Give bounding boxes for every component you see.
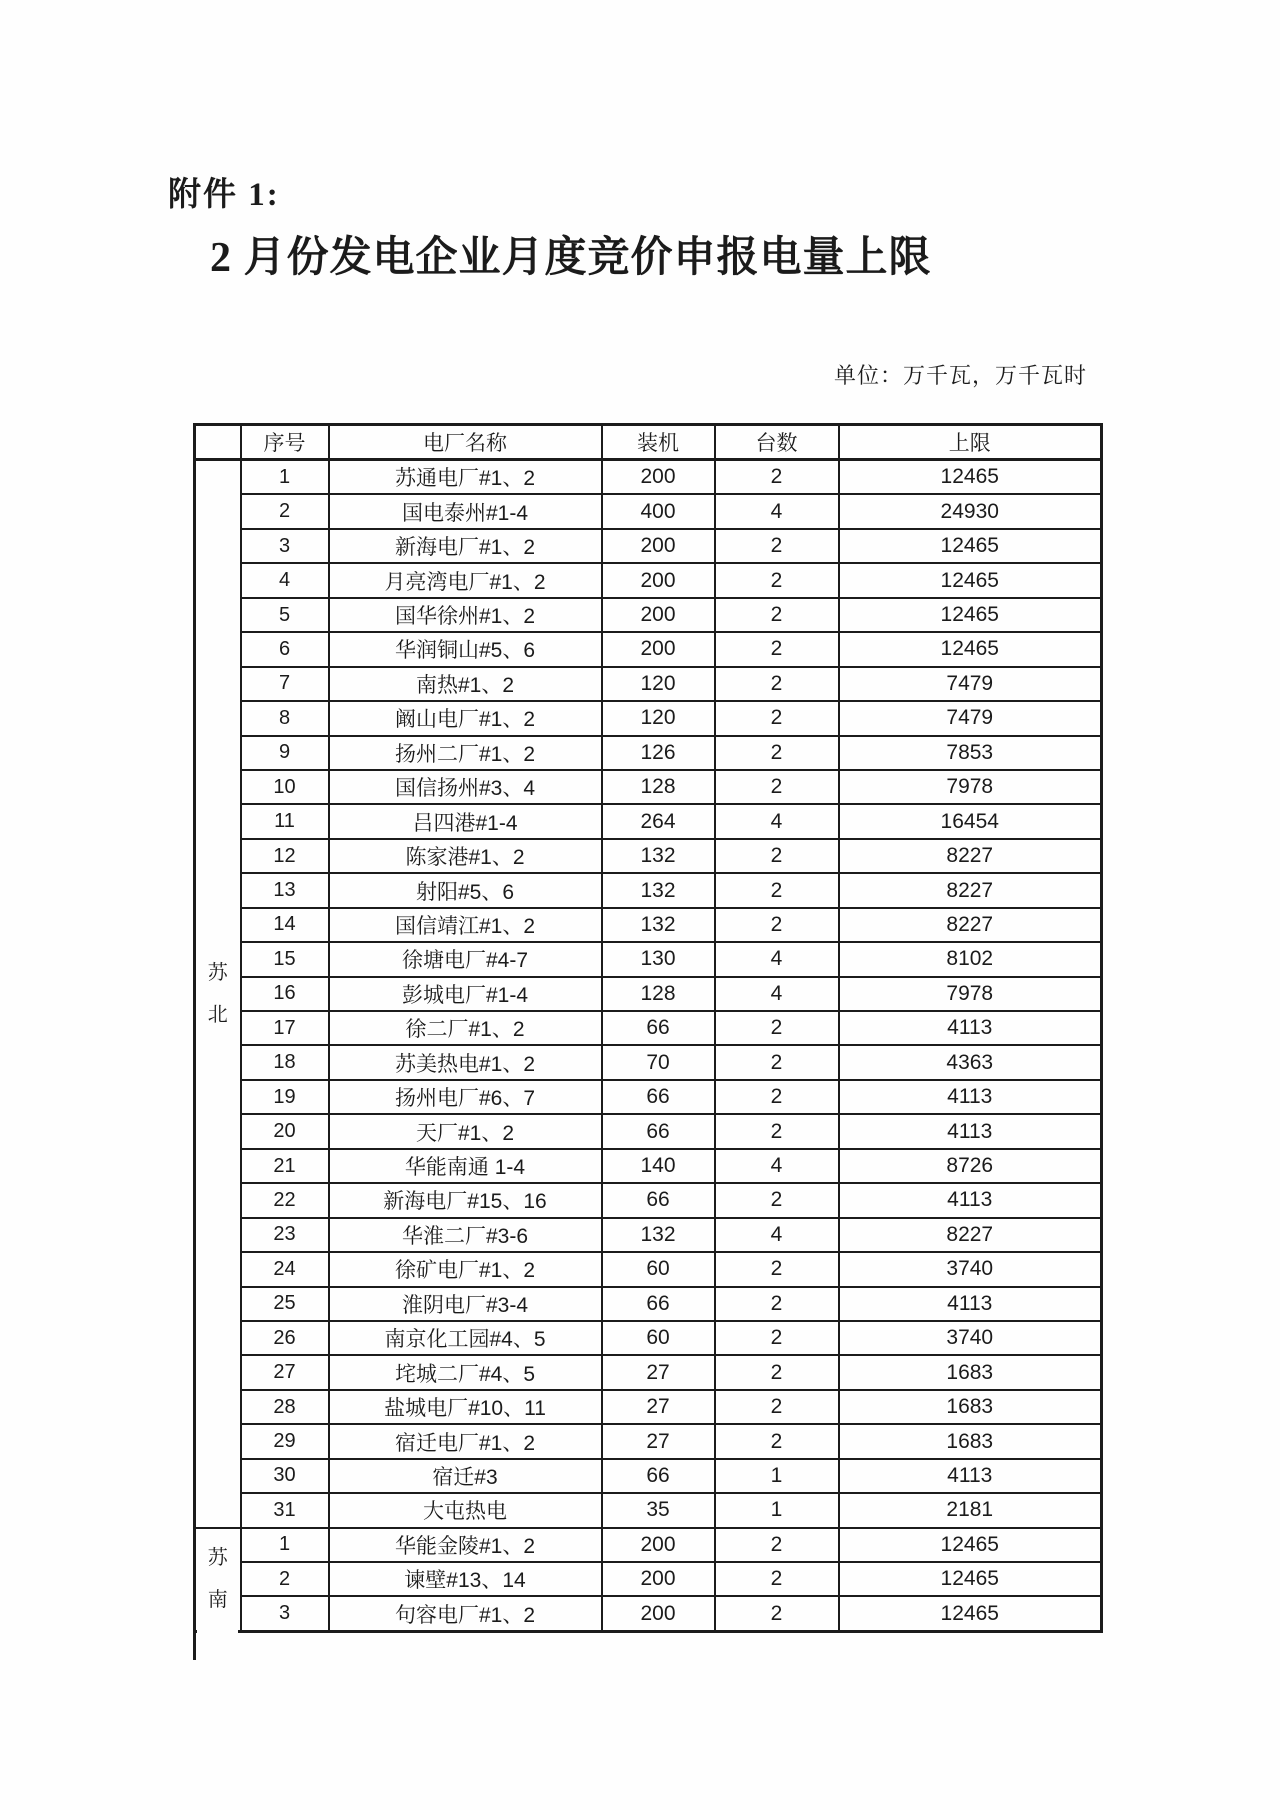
limit-cell: 16454 xyxy=(839,804,1102,838)
table-row xyxy=(195,1011,1102,1045)
table-row xyxy=(195,1149,1102,1183)
table-row xyxy=(195,1528,1102,1562)
table-row xyxy=(195,1080,1102,1114)
unit-count-cell: 2 xyxy=(715,873,839,907)
unit-count-cell: 2 xyxy=(715,1045,839,1079)
capacity-cell: 200 xyxy=(602,1596,715,1631)
table-row xyxy=(195,460,1102,495)
limit-cell: 24930 xyxy=(839,494,1102,528)
capacity-cell: 126 xyxy=(602,736,715,770)
unit-count-cell: 4 xyxy=(715,977,839,1011)
plant-name-cell: 大屯热电 xyxy=(329,1493,602,1527)
row-index-cell: 5 xyxy=(241,598,329,632)
plant-name-cell: 宿迁#3 xyxy=(329,1459,602,1493)
table-row xyxy=(195,873,1102,907)
attachment-label: 附件 1: xyxy=(168,177,280,213)
table-row xyxy=(195,804,1102,838)
plant-name-cell: 南热#1、2 xyxy=(329,667,602,701)
region-cell xyxy=(195,1528,241,1632)
capacity-cell: 132 xyxy=(602,1218,715,1252)
unit-count-cell: 2 xyxy=(715,1011,839,1045)
table-row xyxy=(195,529,1102,563)
unit-count-cell: 2 xyxy=(715,1355,839,1389)
limit-cell: 8102 xyxy=(839,942,1102,976)
limit-cell: 4113 xyxy=(839,1114,1102,1148)
table-row xyxy=(195,1045,1102,1079)
row-index-cell: 31 xyxy=(241,1493,329,1527)
unit-count-cell: 4 xyxy=(715,804,839,838)
unit-count-cell: 2 xyxy=(715,1287,839,1321)
unit-count-cell: 2 xyxy=(715,1596,839,1631)
capacity-cell: 200 xyxy=(602,563,715,597)
limit-cell: 7978 xyxy=(839,977,1102,1011)
plant-name-cell: 徐矿电厂#1、2 xyxy=(329,1252,602,1286)
plant-name-cell: 吕四港#1-4 xyxy=(329,804,602,838)
plant-name-cell: 国电泰州#1-4 xyxy=(329,494,602,528)
region-label: 苏南 xyxy=(207,1547,228,1612)
limit-cell: 4113 xyxy=(839,1080,1102,1114)
plant-name-cell: 句容电厂#1、2 xyxy=(329,1596,602,1631)
limit-cell: 12465 xyxy=(839,460,1102,495)
row-index-cell: 3 xyxy=(241,1596,329,1631)
unit-count-cell: 2 xyxy=(715,1321,839,1355)
table-row xyxy=(195,632,1102,666)
row-index-cell: 2 xyxy=(241,494,329,528)
capacity-cell: 27 xyxy=(602,1424,715,1458)
limit-cell: 4113 xyxy=(839,1287,1102,1321)
row-index-cell: 1 xyxy=(241,460,329,495)
table-row xyxy=(195,1596,1102,1631)
row-index-cell: 10 xyxy=(241,770,329,804)
plant-name-cell: 苏美热电#1、2 xyxy=(329,1045,602,1079)
row-index-cell: 28 xyxy=(241,1390,329,1424)
limit-cell: 7479 xyxy=(839,667,1102,701)
header-region-cell xyxy=(195,425,241,460)
unit-count-cell: 2 xyxy=(715,908,839,942)
capacity-cell: 200 xyxy=(602,460,715,495)
plant-name-cell: 阚山电厂#1、2 xyxy=(329,701,602,735)
row-index-cell: 3 xyxy=(241,529,329,563)
plant-name-cell: 国信扬州#3、4 xyxy=(329,770,602,804)
header-installed-capacity: 装机 xyxy=(602,425,715,460)
row-index-cell: 2 xyxy=(241,1562,329,1596)
plant-name-cell: 盐城电厂#10、11 xyxy=(329,1390,602,1424)
unit-count-cell: 4 xyxy=(715,1149,839,1183)
limit-cell: 12465 xyxy=(839,632,1102,666)
capacity-cell: 120 xyxy=(602,667,715,701)
table-row xyxy=(195,701,1102,735)
plant-name-cell: 射阳#5、6 xyxy=(329,873,602,907)
capacity-cell: 200 xyxy=(602,598,715,632)
table-row xyxy=(195,1321,1102,1355)
plant-name-cell: 垞城二厂#4、5 xyxy=(329,1355,602,1389)
row-index-cell: 21 xyxy=(241,1149,329,1183)
row-index-cell: 25 xyxy=(241,1287,329,1321)
limit-cell: 1683 xyxy=(839,1355,1102,1389)
region-cell xyxy=(195,460,241,1528)
table-row xyxy=(195,1459,1102,1493)
limit-cell: 12465 xyxy=(839,529,1102,563)
plant-name-cell: 苏通电厂#1、2 xyxy=(329,460,602,495)
capacity-cell: 132 xyxy=(602,908,715,942)
unit-count-cell: 2 xyxy=(715,736,839,770)
unit-count-cell: 2 xyxy=(715,1114,839,1148)
unit-count-cell: 2 xyxy=(715,1252,839,1286)
capacity-cell: 264 xyxy=(602,804,715,838)
plant-name-cell: 新海电厂#15、16 xyxy=(329,1183,602,1217)
capacity-cell: 200 xyxy=(602,529,715,563)
row-index-cell: 17 xyxy=(241,1011,329,1045)
capacity-cell: 35 xyxy=(602,1493,715,1527)
limit-cell: 12465 xyxy=(839,598,1102,632)
row-index-cell: 11 xyxy=(241,804,329,838)
table-row xyxy=(195,908,1102,942)
unit-count-cell: 2 xyxy=(715,1080,839,1114)
limit-cell: 2181 xyxy=(839,1493,1102,1527)
unit-count-cell: 1 xyxy=(715,1459,839,1493)
plant-name-cell: 谏壁#13、14 xyxy=(329,1562,602,1596)
limit-cell: 1683 xyxy=(839,1424,1102,1458)
table-row xyxy=(195,942,1102,976)
capacity-cell: 400 xyxy=(602,494,715,528)
unit-count-cell: 2 xyxy=(715,839,839,873)
limit-cell: 4113 xyxy=(839,1183,1102,1217)
row-index-cell: 16 xyxy=(241,977,329,1011)
unit-count-cell: 2 xyxy=(715,1424,839,1458)
row-index-cell: 30 xyxy=(241,1459,329,1493)
table-row xyxy=(195,1424,1102,1458)
header-row xyxy=(195,425,1102,460)
unit-count-cell: 2 xyxy=(715,1183,839,1217)
plant-name-cell: 徐塘电厂#4-7 xyxy=(329,942,602,976)
unit-count-cell: 4 xyxy=(715,942,839,976)
limit-cell: 8227 xyxy=(839,839,1102,873)
plant-name-cell: 宿迁电厂#1、2 xyxy=(329,1424,602,1458)
row-index-cell: 4 xyxy=(241,563,329,597)
left-border-tail xyxy=(193,1630,196,1660)
plant-name-cell: 天厂#1、2 xyxy=(329,1114,602,1148)
unit-note: 单位：万千瓦，万千瓦时 xyxy=(833,363,1087,388)
unit-count-cell: 2 xyxy=(715,701,839,735)
limit-cell: 8227 xyxy=(839,873,1102,907)
limit-cell: 12465 xyxy=(839,1528,1102,1562)
capacity-cell: 66 xyxy=(602,1114,715,1148)
limit-cell: 4113 xyxy=(839,1011,1102,1045)
unit-count-cell: 2 xyxy=(715,1390,839,1424)
row-index-cell: 14 xyxy=(241,908,329,942)
capacity-cell: 70 xyxy=(602,1045,715,1079)
table-row xyxy=(195,494,1102,528)
table-row xyxy=(195,736,1102,770)
limit-cell: 12465 xyxy=(839,1562,1102,1596)
capacity-cell: 120 xyxy=(602,701,715,735)
row-index-cell: 15 xyxy=(241,942,329,976)
table-row xyxy=(195,1390,1102,1424)
power-limit-table xyxy=(193,423,1103,1633)
table-row xyxy=(195,1252,1102,1286)
limit-cell: 8227 xyxy=(839,1218,1102,1252)
unit-count-cell: 2 xyxy=(715,598,839,632)
header-upper-limit: 上限 xyxy=(839,425,1102,460)
capacity-cell: 140 xyxy=(602,1149,715,1183)
row-index-cell: 26 xyxy=(241,1321,329,1355)
limit-cell: 1683 xyxy=(839,1390,1102,1424)
capacity-cell: 60 xyxy=(602,1252,715,1286)
capacity-cell: 128 xyxy=(602,977,715,1011)
row-index-cell: 27 xyxy=(241,1355,329,1389)
unit-count-cell: 2 xyxy=(715,632,839,666)
row-index-cell: 13 xyxy=(241,873,329,907)
plant-name-cell: 扬州二厂#1、2 xyxy=(329,736,602,770)
limit-cell: 7978 xyxy=(839,770,1102,804)
capacity-cell: 66 xyxy=(602,1011,715,1045)
row-index-cell: 6 xyxy=(241,632,329,666)
limit-cell: 3740 xyxy=(839,1252,1102,1286)
row-index-cell: 1 xyxy=(241,1528,329,1562)
row-index-cell: 29 xyxy=(241,1424,329,1458)
capacity-cell: 66 xyxy=(602,1287,715,1321)
limit-cell: 8726 xyxy=(839,1149,1102,1183)
plant-name-cell: 徐二厂#1、2 xyxy=(329,1011,602,1045)
capacity-cell: 200 xyxy=(602,1528,715,1562)
row-index-cell: 18 xyxy=(241,1045,329,1079)
table-row xyxy=(195,1493,1102,1527)
unit-count-cell: 4 xyxy=(715,494,839,528)
plant-name-cell: 华能金陵#1、2 xyxy=(329,1528,602,1562)
limit-cell: 4113 xyxy=(839,1459,1102,1493)
plant-name-cell: 淮阴电厂#3-4 xyxy=(329,1287,602,1321)
limit-cell: 4363 xyxy=(839,1045,1102,1079)
limit-cell: 3740 xyxy=(839,1321,1102,1355)
header-plant-name: 电厂名称 xyxy=(329,425,602,460)
capacity-cell: 200 xyxy=(602,632,715,666)
capacity-cell: 60 xyxy=(602,1321,715,1355)
plant-name-cell: 国华徐州#1、2 xyxy=(329,598,602,632)
row-index-cell: 9 xyxy=(241,736,329,770)
row-index-cell: 20 xyxy=(241,1114,329,1148)
table-row xyxy=(195,563,1102,597)
row-index-cell: 8 xyxy=(241,701,329,735)
capacity-cell: 27 xyxy=(602,1355,715,1389)
table-row xyxy=(195,1183,1102,1217)
plant-name-cell: 新海电厂#1、2 xyxy=(329,529,602,563)
plant-name-cell: 华淮二厂#3-6 xyxy=(329,1218,602,1252)
capacity-cell: 66 xyxy=(602,1183,715,1217)
table-row xyxy=(195,1355,1102,1389)
row-index-cell: 19 xyxy=(241,1080,329,1114)
capacity-cell: 27 xyxy=(602,1390,715,1424)
table-row xyxy=(195,1562,1102,1596)
capacity-cell: 200 xyxy=(602,1562,715,1596)
plant-name-cell: 彭城电厂#1-4 xyxy=(329,977,602,1011)
limit-cell: 7853 xyxy=(839,736,1102,770)
unit-count-cell: 2 xyxy=(715,529,839,563)
header-unit-count: 台数 xyxy=(715,425,839,460)
unit-count-cell: 2 xyxy=(715,1562,839,1596)
row-index-cell: 7 xyxy=(241,667,329,701)
unit-count-cell: 2 xyxy=(715,563,839,597)
capacity-cell: 66 xyxy=(602,1080,715,1114)
row-index-cell: 22 xyxy=(241,1183,329,1217)
table-row xyxy=(195,770,1102,804)
table-row xyxy=(195,839,1102,873)
unit-count-cell: 2 xyxy=(715,667,839,701)
page-title: 2 月份发电企业月度竞价申报电量上限 xyxy=(210,235,932,281)
header-index: 序号 xyxy=(241,425,329,460)
plant-name-cell: 扬州电厂#6、7 xyxy=(329,1080,602,1114)
row-index-cell: 23 xyxy=(241,1218,329,1252)
capacity-cell: 132 xyxy=(602,873,715,907)
unit-count-cell: 1 xyxy=(715,1493,839,1527)
plant-name-cell: 月亮湾电厂#1、2 xyxy=(329,563,602,597)
table-row xyxy=(195,598,1102,632)
plant-name-cell: 华能南通 1-4 xyxy=(329,1149,602,1183)
row-index-cell: 24 xyxy=(241,1252,329,1286)
capacity-cell: 132 xyxy=(602,839,715,873)
limit-cell: 7479 xyxy=(839,701,1102,735)
table-row xyxy=(195,1287,1102,1321)
unit-count-cell: 2 xyxy=(715,770,839,804)
table-bottom-gap xyxy=(197,1629,238,1637)
unit-count-cell: 4 xyxy=(715,1218,839,1252)
plant-name-cell: 国信靖江#1、2 xyxy=(329,908,602,942)
plant-name-cell: 陈家港#1、2 xyxy=(329,839,602,873)
row-index-cell: 12 xyxy=(241,839,329,873)
capacity-cell: 128 xyxy=(602,770,715,804)
region-label: 苏北 xyxy=(207,961,228,1026)
limit-cell: 8227 xyxy=(839,908,1102,942)
unit-count-cell: 2 xyxy=(715,460,839,495)
table-row xyxy=(195,1114,1102,1148)
plant-name-cell: 南京化工园#4、5 xyxy=(329,1321,602,1355)
capacity-cell: 130 xyxy=(602,942,715,976)
capacity-cell: 66 xyxy=(602,1459,715,1493)
table-row xyxy=(195,1218,1102,1252)
table-row xyxy=(195,977,1102,1011)
plant-name-cell: 华润铜山#5、6 xyxy=(329,632,602,666)
limit-cell: 12465 xyxy=(839,563,1102,597)
limit-cell: 12465 xyxy=(839,1596,1102,1631)
unit-count-cell: 2 xyxy=(715,1528,839,1562)
table-row xyxy=(195,667,1102,701)
